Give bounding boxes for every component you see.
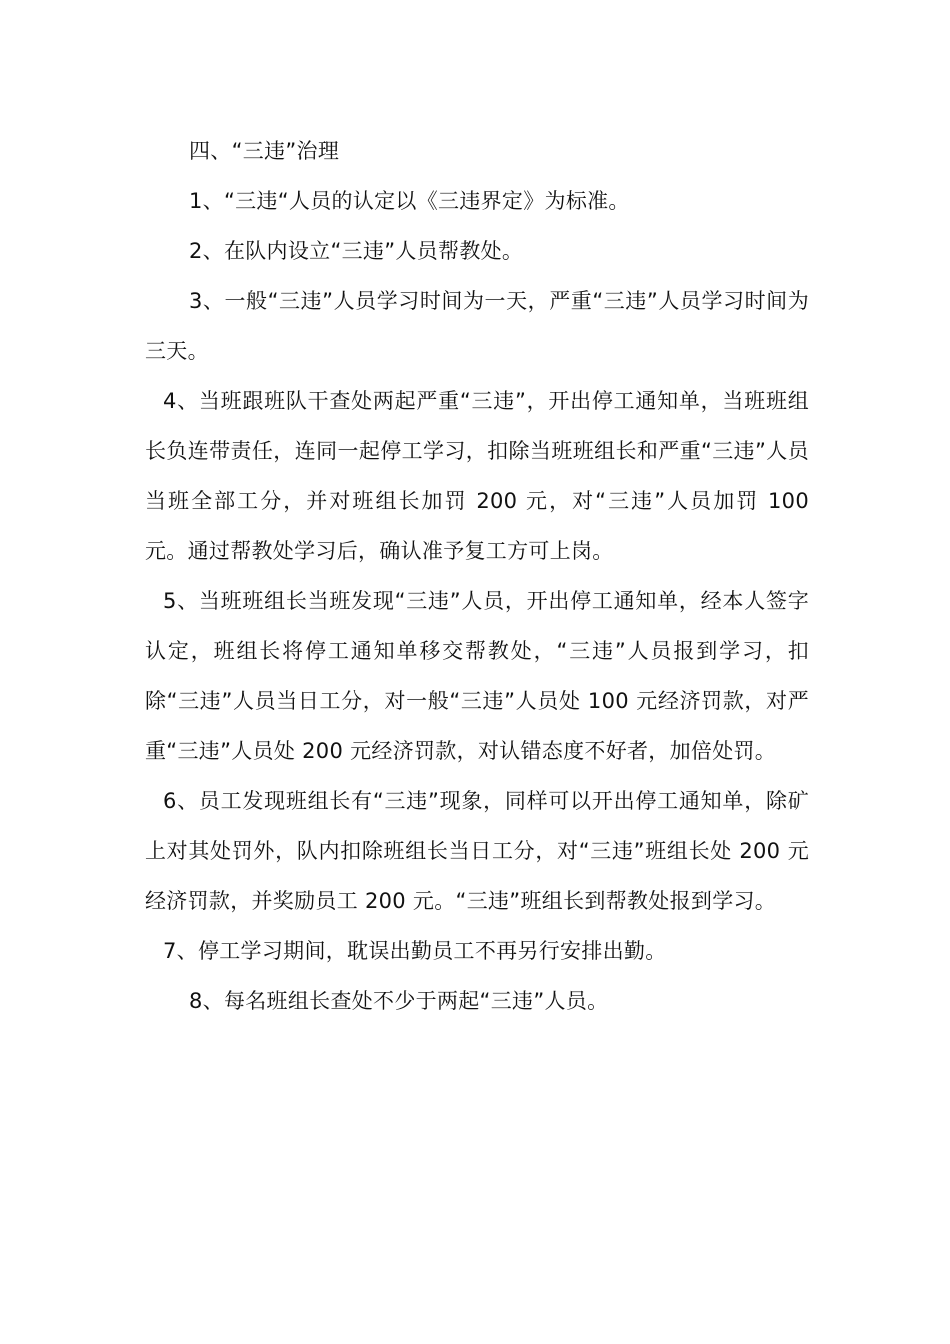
paragraph-item-1: 1、“三违“人员的认定以《三违界定》为标准。 [189, 189, 630, 213]
paragraph-item-8: 8、每名班组长查处不少于两起“三违”人员。 [189, 989, 609, 1013]
paragraph-item-7: 7、停工学习期间，耽误出勤员工不再另行安排出勤。 [163, 939, 667, 963]
paragraph-item-2: 2、在队内设立“三违”人员帮教处。 [189, 239, 524, 263]
paragraph-item-6: 6、员工发现班组长有“三违”现象，同样可以开出停工通知单，除矿上对其处罚外，队内扣除班组长当日工分，对“三违”班组长处 200 元经济罚款，并奖励员工 200 元。“三违”班组长到帮教处报到学习。 [145, 789, 809, 913]
paragraph-item-5: 5、当班班组长当班发现“三违”人员，开出停工通知单，经本人签字认定，班组长将停工通知单移交帮教处，“三违”人员报到学习，扣除“三违”人员当日工分，对一般“三违”人员处 100 元经济罚款，对严重“三违”人员处 200 元经济罚款，对认错态度不好者，加倍处罚。 [145, 589, 809, 763]
section-heading: 四、“三违”治理 [189, 139, 340, 163]
paragraph-item-3: 3、一般“三违”人员学习时间为一天，严重“三违”人员学习时间为三天。 [145, 289, 809, 363]
document-body [145, 126, 809, 1026]
paragraph-item-4: 4、当班跟班队干查处两起严重“三违”，开出停工通知单，当班班组长负连带责任，连同一起停工学习，扣除当班班组长和严重“三违”人员当班全部工分，并对班组长加罚 200 元，对“三违”人员加罚 100 元。通过帮教处学习后，确认准予复工方可上岗。 [145, 389, 809, 563]
